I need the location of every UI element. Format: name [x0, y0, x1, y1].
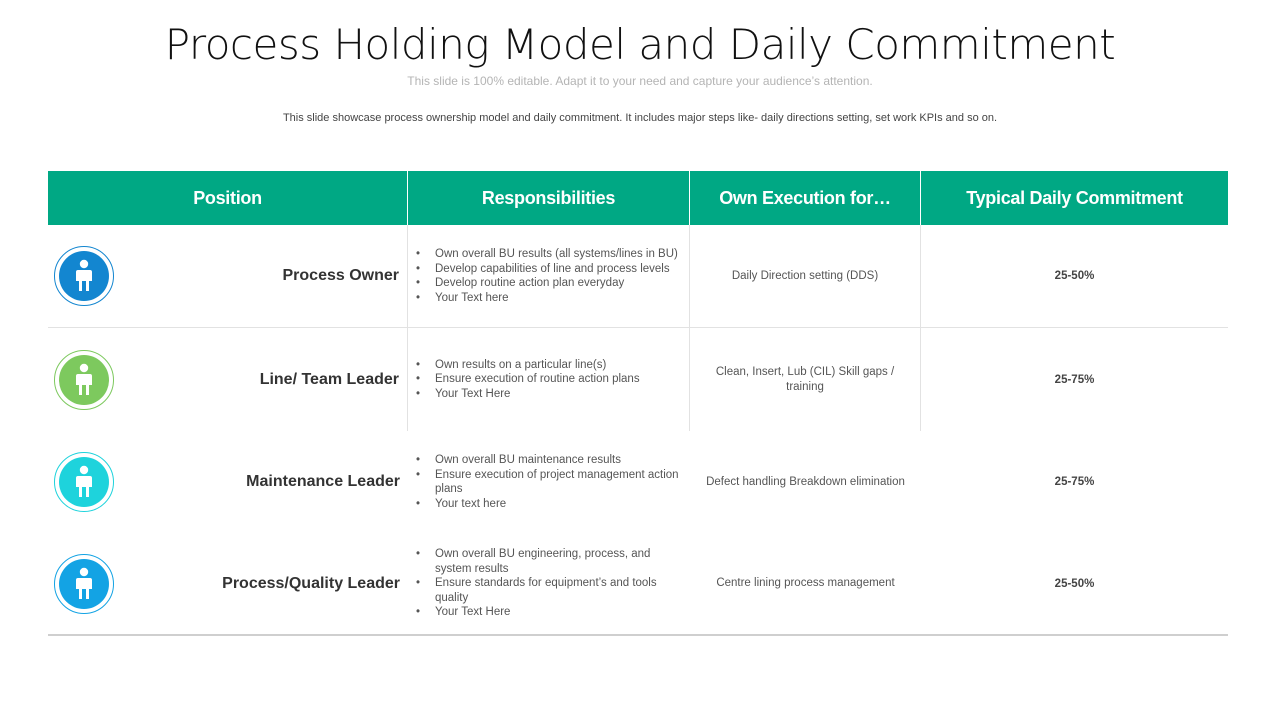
position-cell	[48, 533, 408, 634]
execution-cell: Clean, Insert, Lub (CIL) Skill gaps / training	[690, 328, 921, 431]
commitment-table	[48, 171, 1228, 636]
responsibilities-cell	[408, 328, 690, 431]
position-cell	[48, 431, 408, 533]
position-label: Process/Quality Leader	[222, 574, 400, 592]
responsibilities-list	[416, 358, 640, 402]
execution-cell: Daily Direction setting (DDS)	[690, 225, 921, 327]
header-responsibilities: Responsibilities	[408, 171, 690, 225]
slide-subtitle: This slide is 100% editable. Adapt it to your need and capture your audience’s attention.	[407, 74, 873, 88]
position-cell	[48, 328, 408, 431]
responsibilities-cell	[408, 431, 690, 533]
position-label: Maintenance Leader	[246, 473, 400, 490]
execution-cell: Centre lining process management	[716, 577, 895, 590]
responsibility-item: • Own overall BU results (all systems/lines in BU)	[416, 247, 678, 262]
commitment-cell: 25-75%	[1054, 373, 1095, 386]
responsibility-item: • Your Text Here	[416, 605, 684, 620]
person-icon-ring	[54, 350, 114, 410]
header-execution: Own Execution for…	[690, 171, 921, 225]
table-row	[48, 225, 1228, 328]
responsibilities-cell	[408, 225, 690, 327]
responsibility-item: • Ensure execution of routine action plans	[416, 372, 640, 387]
responsibility-item: • Your Text Here	[416, 387, 640, 402]
responsibility-item: • Develop capabilities of line and process levels	[416, 262, 678, 277]
person-icon-ring	[54, 452, 114, 512]
responsibility-item: • Your Text here	[416, 291, 678, 306]
responsibility-item: • Ensure execution of project management action plans	[416, 468, 684, 497]
person-icon	[59, 457, 109, 507]
person-icon	[59, 559, 109, 609]
position-label: Process Owner	[282, 267, 399, 284]
position-label: Line/ Team Leader	[259, 370, 399, 388]
responsibility-item: • Develop routine action plan everyday	[416, 276, 678, 291]
table-row	[48, 431, 1228, 533]
slide-description: This slide showcase process ownership model and daily commitment. It includes major steps like- daily directions setting, set work KPIs and so on.	[282, 112, 998, 124]
person-icon-ring	[54, 554, 114, 614]
commitment-cell: 25-75%	[1054, 476, 1095, 488]
execution-cell: Defect handling Breakdown elimination	[706, 475, 905, 488]
responsibility-item: • Own overall BU engineering, process, and system results	[416, 547, 684, 576]
header-commitment: Typical Daily Commitment	[966, 187, 1183, 208]
responsibilities-cell	[408, 533, 690, 634]
person-icon	[59, 251, 109, 301]
responsibility-item: • Your text here	[416, 497, 684, 512]
position-cell	[48, 225, 408, 327]
commitment-cell: 25-50%	[1054, 577, 1095, 590]
slide-title: Process Holding Model and Daily Commitment	[164, 20, 1116, 69]
table-row	[48, 328, 1228, 431]
responsibility-item: • Own overall BU maintenance results	[416, 453, 684, 468]
table-row	[48, 533, 1228, 636]
responsibilities-list	[416, 547, 684, 620]
commitment-cell: 25-50%	[1054, 270, 1095, 282]
person-icon-ring	[54, 246, 114, 306]
responsibilities-list	[416, 453, 684, 511]
person-icon	[59, 355, 109, 405]
responsibility-item: • Own results on a particular line(s)	[416, 358, 640, 373]
header-position: Position	[48, 171, 408, 225]
responsibility-item: • Ensure standards for equipment’s and tools quality	[416, 576, 684, 605]
table-body	[48, 225, 1228, 636]
responsibilities-list	[416, 247, 678, 305]
table-header	[48, 171, 1228, 225]
